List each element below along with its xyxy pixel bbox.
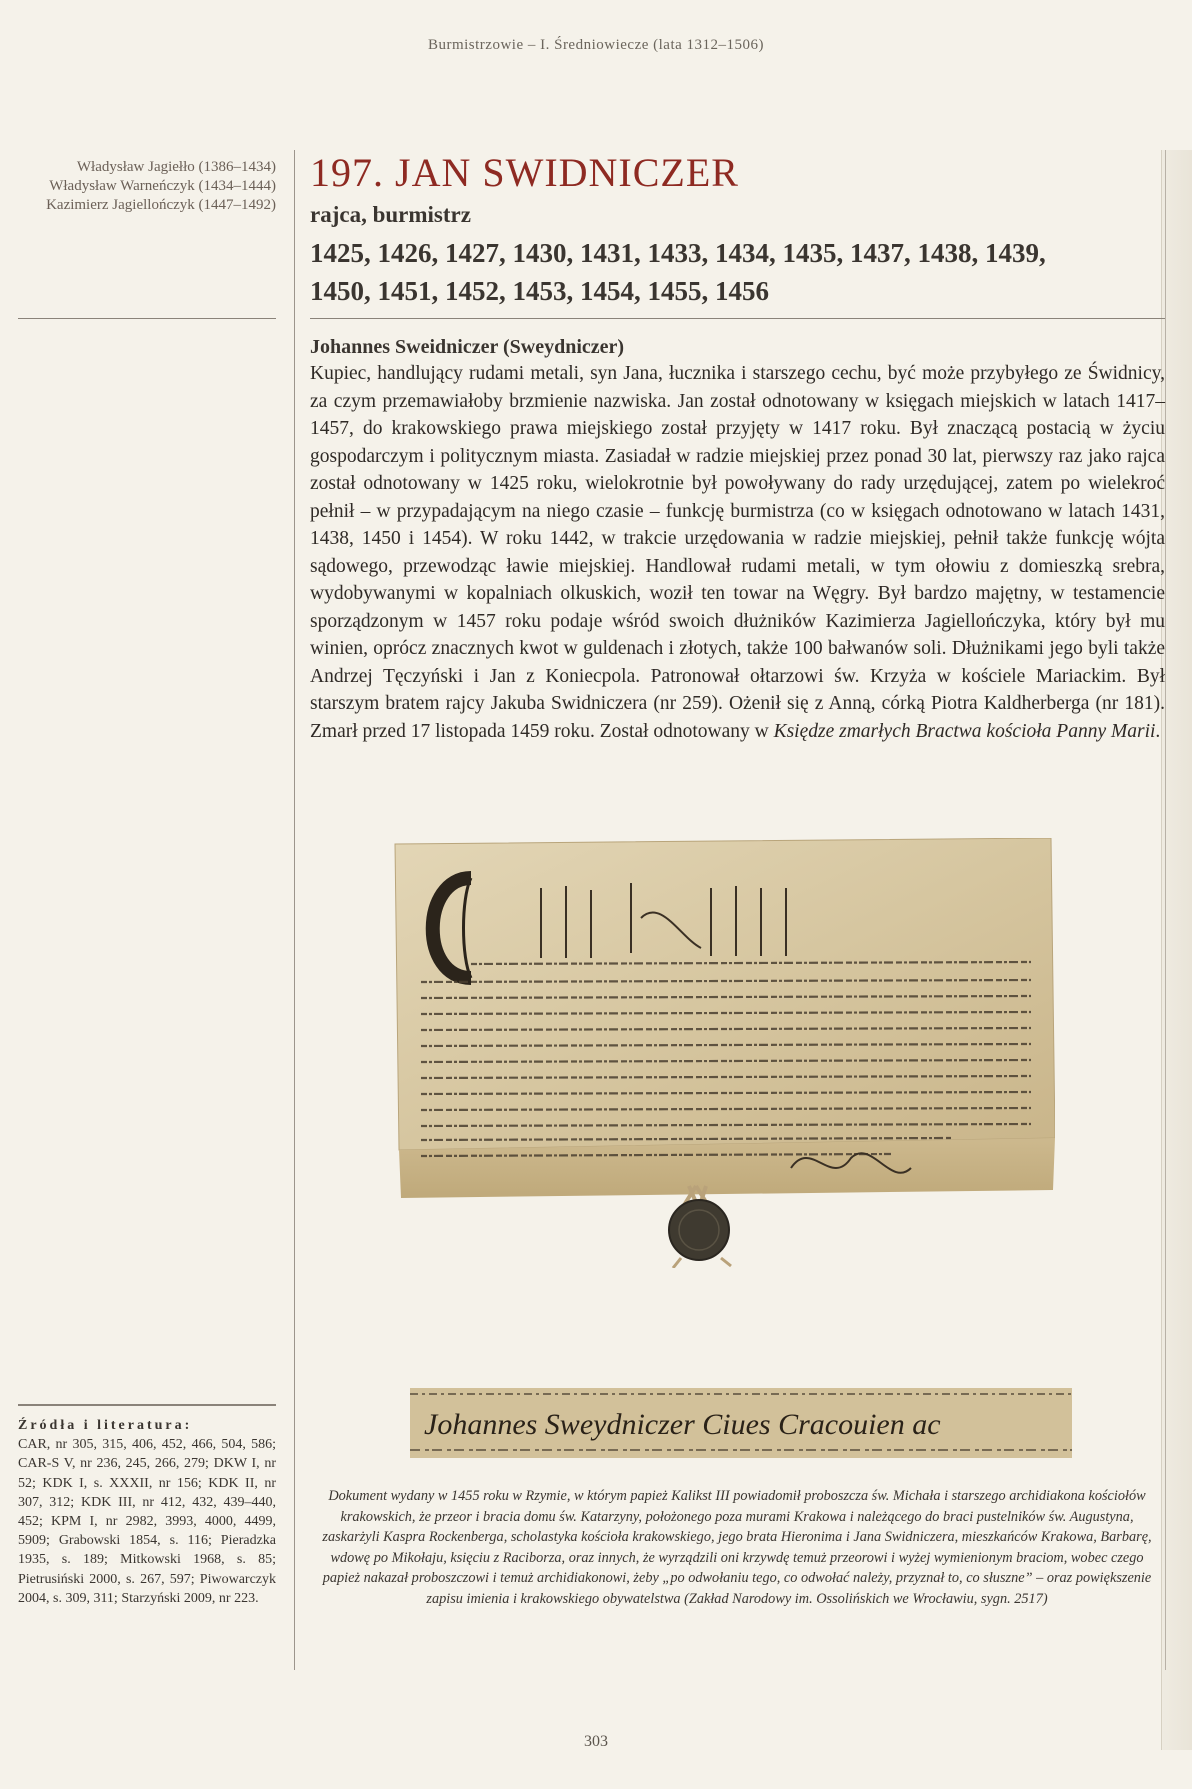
sources-text: CAR, nr 305, 315, 406, 452, 466, 504, 586; CAR-S V, nr 236, 245, 266, 279; DKW I, nr 52; KDK I, s. XXXII, nr 156; KDK II, nr 307, 312; KDK III, nr 412, 432, 439–440, 452; KPM I, nr 2982, 3993, 4000, 4499, 5909; Grabowski 1854, s. 116; Pieradzka 1935, s. 189; Mitkowski 1968, s. 85; Pietrusiński 2000, s. 267, 597; Piwowarczyk 2004, s. 309, 311; Starzyński 2009, nr 223.	[18, 1437, 276, 1606]
bio-text-main: Kupiec, handlujący rudami metali, syn Jana, łucznika i starszego cechu, być może przybyłego ze Świdnicy, za czym przemawiałoby brzmienie nazwiska. Jan został odnotowany w księgach miejskich w latach 1417–1457, do krakowskiego prawa miejskiego został przyjęty w 1417 roku. Był znaczącą postacią w życiu gospodarczym i politycznym miasta. Zasiadał w radzie miejskiej przez ponad 30 lat, pierwszy raz jako rajca został odnotowany w 1425 roku, wielokrotnie był powoływany do rady urzędującej, zatem po wielekroć pełnił – w przypadającym na niego czasie – funkcję burmistrza (co w księgach odnotowano w latach 1431, 1438, 1450 i 1454). W roku 1442, w trakcie urzędowania w radzie miejskiej, pełnił także funkcję wójta sądowego, przewodząc ławie miejskiej. Handlował rudami metali, w tym ołowiu z domieszką srebra, wydobywanymi w kopalniach olkuskich, woził ten towar na Węgry. Był bardzo majętny, w testamencie sporządzonym w 1457 roku podaje wśród swoich dłużników Kazimierza Jagiellończyka, który był mu winien, oprócz znacznych kwot w guldenach i złotych, także 100 bałwanów soli. Dłużnikami jego byli także Andrzej Tęczyński i Jan z Koniecpola. Patronował ołtarzowi św. Krzyża w kościele Mariackim. Był starszym bratem rajcy Jakuba Swidniczera (nr 259). Ożenił się z Anną, córką Piotra Kaldherberga (nr 181). Zmarł przed 17 listopada 1459 roku. Został odnotowany w	[310, 363, 1165, 742]
sources-divider	[18, 1404, 276, 1406]
bio-text	[310, 360, 1165, 745]
era-divider	[18, 318, 276, 319]
entry-years	[310, 234, 1165, 310]
entry-header	[310, 150, 1165, 310]
sources-heading: Źródła i literatura:	[18, 1418, 193, 1433]
biography	[310, 334, 1165, 745]
bio-text-end: .	[1155, 720, 1161, 742]
column-divider	[294, 150, 295, 1670]
image-caption: Dokument wydany w 1455 roku w Rzymie, w którym papież Kalikst III powiadomił proboszcza św. Michała i starszego archidiakona kościołów krakowskich, że przeor i bracia domu św. Katarzyny, położonego poza murami Krakowa i należącego do braci pustelników św. Augustyna, zaskarżyli Kaspra Rockenberga, scholastyka kościoła krakowskiego, jego brata Hieronima i Jana Swidniczera, mieszkańców Krakowa, Barbarę, wdowę po Mikołaju, księciu z Raciborza, oraz innych, że wyrządzili oni krzywdę temuż przeorowi i wyżej wymienionym braciom, wobec czego papież nakazał proboszczowi i temuż archidiakonowi, żeby „po odwołaniu tego, co odwołać należy, przyznał to, co słuszne” – oraz powiększenie zapisu imienia i krakowskiego obywatelstwa (Zakład Narodowy im. Ossolińskich we Wrocławiu, sygn. 2517)	[322, 1488, 1152, 1607]
entry-role: rajca, burmistrz	[310, 202, 471, 227]
page-number: 303	[584, 1733, 608, 1750]
entry-number: 197.	[310, 150, 384, 195]
document-detail-photo	[410, 1388, 1072, 1458]
header-divider	[310, 318, 1165, 319]
era-item: Kazimierz Jagiellończyk (1447–1492)	[46, 197, 276, 213]
era-item: Władysław Warneńczyk (1434–1444)	[49, 178, 276, 194]
bio-text-italic: Księdze zmarłych Bractwa kościoła Panny Marii	[773, 720, 1156, 742]
entry-years-line: 1450, 1451, 1452, 1453, 1454, 1455, 1456	[310, 276, 769, 306]
entry-years-line: 1425, 1426, 1427, 1430, 1431, 1433, 1434, 1435, 1437, 1438, 1439,	[310, 238, 1046, 268]
detail-script-text: Johannes Sweydniczer Ciues Cracouien ac	[424, 1408, 941, 1441]
bio-latin-name: Johannes Sweidniczer (Sweydniczer)	[310, 336, 625, 358]
entry-name: JAN SWIDNICZER	[395, 150, 739, 195]
era-list	[18, 158, 276, 215]
entry-title	[310, 150, 1165, 196]
running-head: Burmistrzowie – I. Średniowiecze (lata 1312–1506)	[427, 37, 765, 53]
sources	[18, 1416, 276, 1608]
page-edge-divider	[1165, 150, 1166, 1670]
era-item: Władysław Jagiełło (1386–1434)	[76, 159, 276, 175]
document-photo	[391, 838, 1055, 1268]
